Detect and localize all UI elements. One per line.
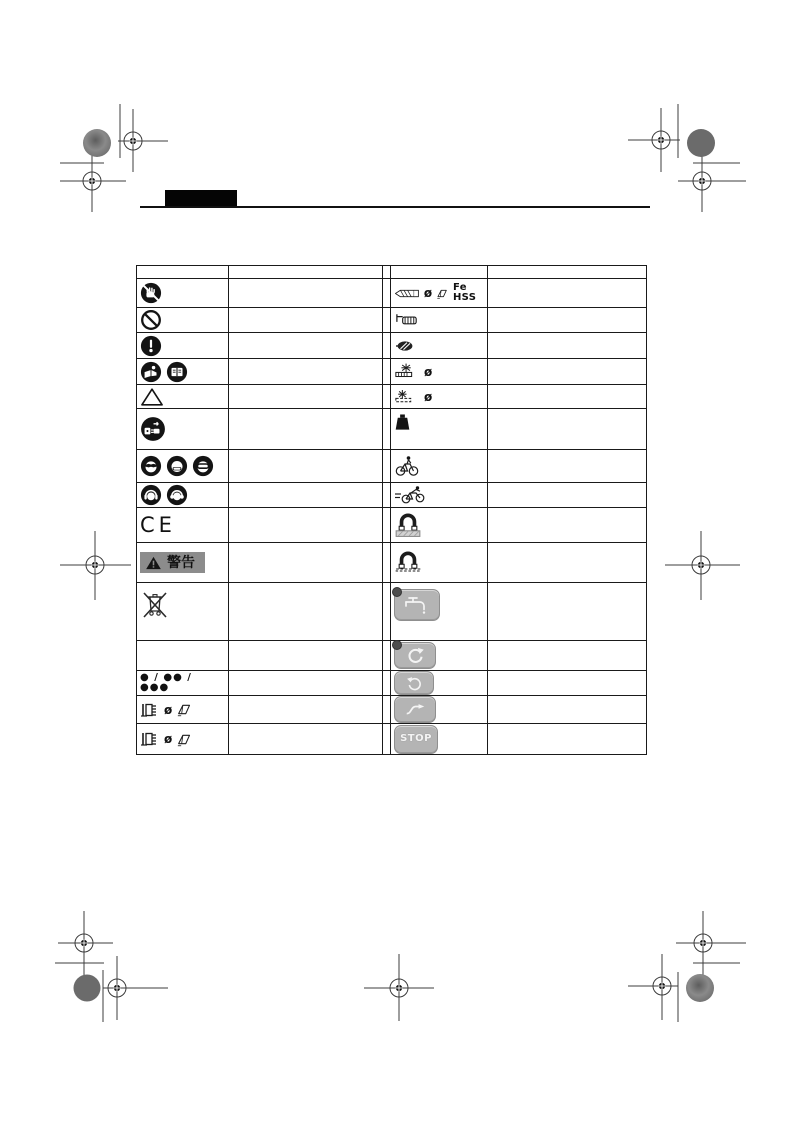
variable-speed-button [394, 696, 436, 723]
magnet-on-thin-material-icon [394, 550, 422, 576]
coolant-button [394, 589, 440, 621]
description-cell [229, 359, 383, 385]
description-cell [488, 359, 647, 385]
speed-ramp-arrow-icon [405, 703, 426, 716]
spacer-cell [383, 483, 391, 508]
spacer-cell [383, 671, 391, 696]
diameter-symbol: ø [424, 389, 433, 404]
wear-safety-glasses-icon [140, 455, 162, 477]
table-row [137, 450, 647, 483]
table-header-row [137, 266, 647, 279]
symbol-legend-table [136, 265, 647, 755]
reamer-spark-above-icon [394, 362, 420, 381]
manual-book-icon [166, 361, 188, 383]
spacer-cell [383, 450, 391, 483]
fe-hss-label: Fe HSS [452, 282, 477, 303]
spacer-cell [383, 583, 391, 641]
led-indicator [392, 640, 402, 650]
description-cell [229, 583, 383, 641]
spacer-cell [383, 696, 391, 724]
description-cell [229, 333, 383, 359]
read-instructions-icon [140, 361, 162, 383]
rotate-ccw-icon [406, 675, 423, 692]
table-row [137, 333, 647, 359]
table-row [137, 641, 647, 671]
unplug-power-icon [140, 416, 166, 442]
description-cell [229, 671, 383, 696]
spacer-cell [383, 308, 391, 333]
description-cell [488, 583, 647, 641]
description-cell [229, 543, 383, 583]
spacer-cell [383, 359, 391, 385]
description-cell [488, 385, 647, 409]
table-row [137, 508, 647, 543]
weee-crossed-bin-icon [140, 587, 170, 621]
description-cell [229, 450, 383, 483]
table-row [137, 583, 647, 641]
spacer-cell [383, 279, 391, 308]
faucet-icon [403, 595, 431, 615]
spacer-cell [383, 508, 391, 543]
warning-badge [140, 552, 205, 573]
hss-cutter-icon [176, 702, 193, 717]
spacer-cell [383, 724, 391, 755]
warning-triangle-filled-icon [145, 555, 162, 571]
diameter-symbol: ø [164, 732, 173, 746]
description-cell [488, 409, 647, 450]
description-cell [229, 279, 383, 308]
table-row [137, 671, 647, 696]
description-cell [488, 508, 647, 543]
arbor-icon [140, 700, 160, 720]
no-touch-prohibition-icon [140, 282, 162, 304]
header-cell [137, 266, 229, 279]
arbor-icon [140, 729, 160, 749]
description-cell [488, 543, 647, 583]
diameter-symbol: ø [423, 286, 433, 300]
description-cell [229, 508, 383, 543]
reamer-spark-below-icon [394, 387, 420, 406]
rotation-cw-button [394, 642, 436, 669]
table-row [137, 279, 647, 308]
description-cell [488, 671, 647, 696]
table-row [137, 308, 647, 333]
power-level-dots: ● / ●● / ●●● [140, 672, 192, 693]
warning-triangle-icon [140, 386, 164, 408]
table-row [137, 385, 647, 409]
description-cell [488, 696, 647, 724]
ce-mark: CE [140, 512, 176, 537]
description-cell [229, 696, 383, 724]
spacer-cell [383, 409, 391, 450]
table-row [137, 696, 647, 724]
header-cell [391, 266, 488, 279]
description-cell [488, 308, 647, 333]
magnet-on-thick-material-icon [394, 512, 422, 538]
header-cell [229, 266, 383, 279]
table-row [137, 359, 647, 385]
mandatory-action-icon [140, 335, 162, 357]
led-indicator [392, 587, 402, 597]
spacer-cell [383, 333, 391, 359]
warning-cn-label: 警告 [167, 554, 195, 571]
table-row [137, 483, 647, 508]
wear-dust-mask-icon [166, 455, 188, 477]
spacer-cell [383, 266, 391, 279]
header-cell [488, 266, 647, 279]
twist-drill-icon [394, 286, 420, 301]
description-cell [488, 724, 647, 755]
spacer-cell [383, 385, 391, 409]
description-cell [488, 450, 647, 483]
weight-icon [394, 413, 411, 432]
stop-button: STOP [394, 725, 438, 754]
description-cell [229, 483, 383, 508]
high-speed-cyclist-icon [394, 485, 426, 505]
description-cell [229, 724, 383, 755]
description-cell [229, 308, 383, 333]
empty-cell [137, 641, 229, 671]
description-cell [488, 641, 647, 671]
wear-goggles-icon [192, 455, 214, 477]
table-row [137, 543, 647, 583]
hss-cutter-icon [176, 732, 193, 747]
wear-ear-protection-icon [140, 484, 162, 506]
table-row [137, 409, 647, 450]
hss-cutter-icon [436, 286, 449, 301]
prohibition-icon [140, 309, 162, 331]
thread-tap-icon [394, 312, 421, 328]
rotation-ccw-button [394, 671, 434, 695]
wear-ear-muffs-icon [166, 484, 188, 506]
description-cell [229, 409, 383, 450]
description-cell [488, 483, 647, 508]
header-language-tab [165, 190, 237, 207]
description-cell [229, 641, 383, 671]
diameter-symbol: ø [164, 702, 173, 717]
rotate-cw-icon [406, 646, 425, 665]
spacer-cell [383, 641, 391, 671]
table-row [137, 724, 647, 755]
countersink-icon [394, 339, 414, 353]
spacer-cell [383, 543, 391, 583]
description-cell [488, 333, 647, 359]
description-cell [488, 279, 647, 308]
header-rule [140, 206, 650, 208]
diameter-symbol: ø [424, 364, 433, 379]
description-cell [229, 385, 383, 409]
low-speed-cyclist-icon [394, 454, 420, 478]
